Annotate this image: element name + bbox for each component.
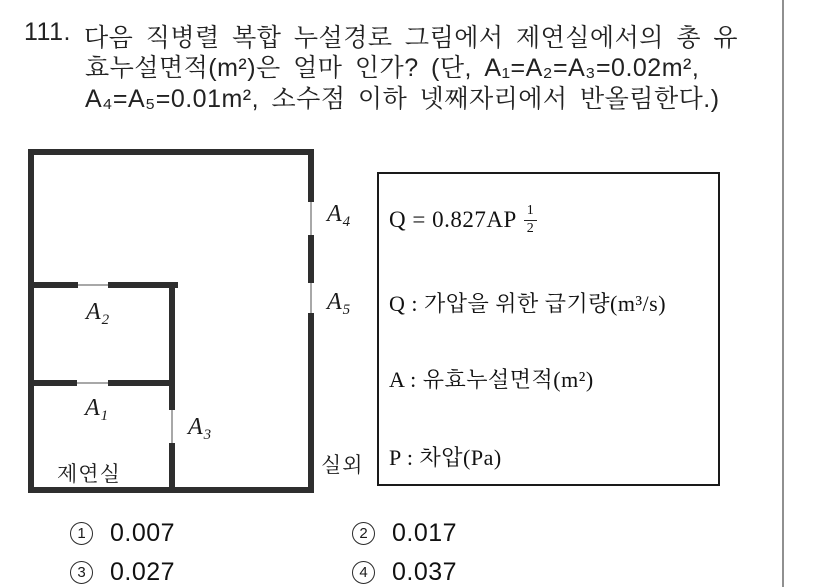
wall-inner-mid-left-segment <box>28 380 77 386</box>
formula-def-a: A : 유효누설면적(m²) <box>389 367 594 392</box>
label-a4-base: A <box>327 201 342 227</box>
option-2-marker: 2 <box>352 522 375 545</box>
option-4[interactable] <box>352 558 457 587</box>
wall-inner-top-left-segment <box>28 282 78 288</box>
gap-line-a5 <box>310 283 312 313</box>
gap-line-a3 <box>171 410 173 443</box>
option-1-marker: 1 <box>70 522 93 545</box>
wall-inner-mid-right-segment <box>108 380 175 386</box>
wall-outer-right-upper <box>308 149 314 202</box>
label-a5-sub: 5 <box>342 302 351 318</box>
option-3-marker: 3 <box>70 561 93 584</box>
option-4-value: 0.037 <box>392 558 458 586</box>
question-line-3: A₄=A₅=0.01m², 소수점 이하 넷째자리에서 반올림한다.) <box>85 85 720 113</box>
option-2[interactable] <box>352 519 457 548</box>
gap-line-a1 <box>77 382 108 384</box>
option-2-value: 0.017 <box>392 519 458 547</box>
wall-outer-top <box>28 149 314 155</box>
formula-def-p: P : 차압(Pa) <box>389 445 502 470</box>
option-1-value: 0.007 <box>110 519 176 547</box>
option-4-marker: 4 <box>352 561 375 584</box>
option-3[interactable] <box>70 558 175 587</box>
label-a2-sub: 2 <box>101 312 110 328</box>
formula-def-q: Q : 가압을 위한 급기량(m³/s) <box>389 291 667 316</box>
label-a2 <box>86 299 109 329</box>
label-a5 <box>327 289 350 319</box>
formula-equation <box>389 204 537 236</box>
option-1[interactable] <box>70 519 175 548</box>
exponent-denominator: 2 <box>526 220 535 236</box>
label-a4 <box>327 201 350 231</box>
question-line-1: 다음 직병렬 복합 누설경로 그림에서 제연실에서의 총 유 <box>84 24 739 52</box>
wall-inner-vertical-lower <box>169 443 175 493</box>
wall-inner-vertical-upper <box>169 282 175 410</box>
label-a3-base: A <box>188 414 203 440</box>
formula-box <box>377 172 720 486</box>
wall-outer-right-middle <box>308 235 314 283</box>
formula-exponent-fraction <box>524 204 538 236</box>
label-a4-sub: 4 <box>342 214 351 230</box>
exponent-numerator: 1 <box>524 204 538 221</box>
gap-line-a2 <box>78 284 108 286</box>
wall-inner-top-right-segment <box>108 282 178 288</box>
label-a1 <box>85 395 108 425</box>
column-divider-line <box>782 0 784 587</box>
question-line-2: 효누설면적(m²)은 얼마 인가? (단, A₁=A₂=A₃=0.02m², <box>85 54 700 82</box>
formula-base: Q = 0.827AP <box>389 207 517 232</box>
wall-outer-right-lower <box>308 313 314 493</box>
label-a2-base: A <box>86 299 101 325</box>
label-a3-sub: 3 <box>203 427 212 443</box>
option-3-value: 0.027 <box>110 558 176 586</box>
room-label-smoke-control: 제연실 <box>57 463 121 486</box>
label-a5-base: A <box>327 289 342 315</box>
label-a3 <box>188 414 211 444</box>
question-number: 111. <box>24 18 71 46</box>
wall-outer-left <box>28 149 34 493</box>
label-a1-base: A <box>85 395 100 421</box>
gap-line-a4 <box>310 202 312 235</box>
room-label-outside: 실외 <box>321 454 364 477</box>
label-a1-sub: 1 <box>100 408 109 424</box>
